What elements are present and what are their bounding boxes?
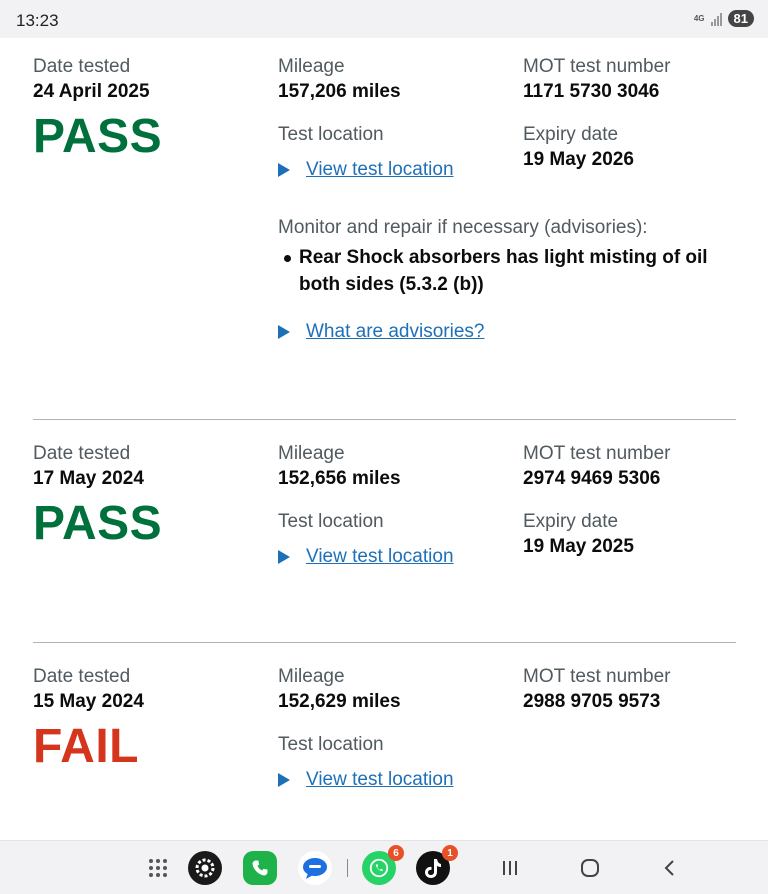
date-tested-value: 17 May 2024 xyxy=(33,468,144,489)
network-type: 4G xyxy=(693,13,705,23)
advisories-heading: Monitor and repair if necessary (advisories): xyxy=(278,217,648,238)
signal-icon xyxy=(711,12,722,26)
triangle-right-icon xyxy=(278,163,290,177)
date-column xyxy=(33,666,263,774)
mot-record xyxy=(33,666,736,836)
test-location-label: Test location xyxy=(278,511,384,532)
result-badge: FAIL xyxy=(33,720,139,773)
expiry-date-label: Expiry date xyxy=(523,124,619,145)
mot-test-number-label: MOT test number xyxy=(523,56,671,77)
mileage-label: Mileage xyxy=(278,443,345,464)
what-are-advisories-link[interactable]: What are advisories? xyxy=(306,321,485,342)
date-tested-value: 15 May 2024 xyxy=(33,691,144,712)
whatsapp-icon[interactable] xyxy=(361,847,399,886)
app-drawer-icon[interactable] xyxy=(140,850,176,886)
mot-number-column xyxy=(523,666,736,734)
recents-icon[interactable] xyxy=(492,850,528,886)
view-test-location-toggle[interactable] xyxy=(278,768,518,792)
settings-icon[interactable] xyxy=(187,850,223,886)
what-are-advisories-toggle[interactable] xyxy=(278,320,718,344)
test-location-label: Test location xyxy=(278,734,384,755)
whatsapp-badge: 6 xyxy=(388,845,404,861)
navigation-bar xyxy=(0,840,768,894)
date-tested-value: 24 April 2025 xyxy=(33,81,150,102)
mot-record xyxy=(33,56,736,396)
tiktok-icon[interactable] xyxy=(415,847,453,886)
view-test-location-link[interactable]: View test location xyxy=(306,159,454,180)
mileage-value: 152,629 miles xyxy=(278,691,401,712)
view-test-location-toggle[interactable] xyxy=(278,545,518,569)
triangle-right-icon xyxy=(278,325,290,339)
view-test-location-link[interactable]: View test location xyxy=(306,546,454,567)
mot-test-number-label: MOT test number xyxy=(523,666,671,687)
mot-history-page xyxy=(0,38,768,840)
result-badge: PASS xyxy=(33,497,163,550)
mot-test-number-value: 2988 9705 9573 xyxy=(523,691,661,712)
date-tested-label: Date tested xyxy=(33,443,131,464)
mot-test-number-label: MOT test number xyxy=(523,443,671,464)
result-badge: PASS xyxy=(33,110,163,163)
home-icon[interactable] xyxy=(572,850,608,886)
mot-test-number-value: 2974 9469 5306 xyxy=(523,468,661,489)
messages-icon[interactable] xyxy=(297,850,333,886)
details-column xyxy=(278,443,518,569)
mileage-value: 152,656 miles xyxy=(278,468,401,489)
battery-indicator: 81 xyxy=(728,10,754,27)
record-divider xyxy=(33,642,736,643)
mot-test-number-value: 1171 5730 3046 xyxy=(523,81,660,102)
expiry-date-value: 19 May 2025 xyxy=(523,536,634,557)
status-time: 13:23 xyxy=(16,11,59,30)
mileage-label: Mileage xyxy=(278,666,345,687)
phone-icon[interactable] xyxy=(242,850,278,886)
status-indicators xyxy=(694,10,754,27)
date-tested-label: Date tested xyxy=(33,56,131,77)
test-location-label: Test location xyxy=(278,124,384,145)
details-column xyxy=(278,666,518,792)
view-test-location-link[interactable]: View test location xyxy=(306,769,454,790)
nav-separator xyxy=(347,859,348,877)
mileage-value: 157,206 miles xyxy=(278,81,401,102)
triangle-right-icon xyxy=(278,773,290,787)
back-icon[interactable] xyxy=(652,850,688,886)
date-column xyxy=(33,443,263,551)
status-bar xyxy=(0,0,768,38)
expiry-date-label: Expiry date xyxy=(523,511,619,532)
advisories-section xyxy=(278,216,718,344)
expiry-date-value: 19 May 2026 xyxy=(523,149,634,170)
record-divider xyxy=(33,419,736,420)
mot-number-column xyxy=(523,443,736,559)
advisories-list xyxy=(278,244,718,298)
tiktok-badge: 1 xyxy=(442,845,458,861)
triangle-right-icon xyxy=(278,550,290,564)
mot-record xyxy=(33,443,736,623)
mot-number-column xyxy=(523,56,736,172)
advisory-item: Rear Shock absorbers has light misting of oil both sides (5.3.2 (b)) xyxy=(278,244,708,298)
date-tested-label: Date tested xyxy=(33,666,131,687)
mileage-label: Mileage xyxy=(278,56,345,77)
date-column xyxy=(33,56,263,164)
